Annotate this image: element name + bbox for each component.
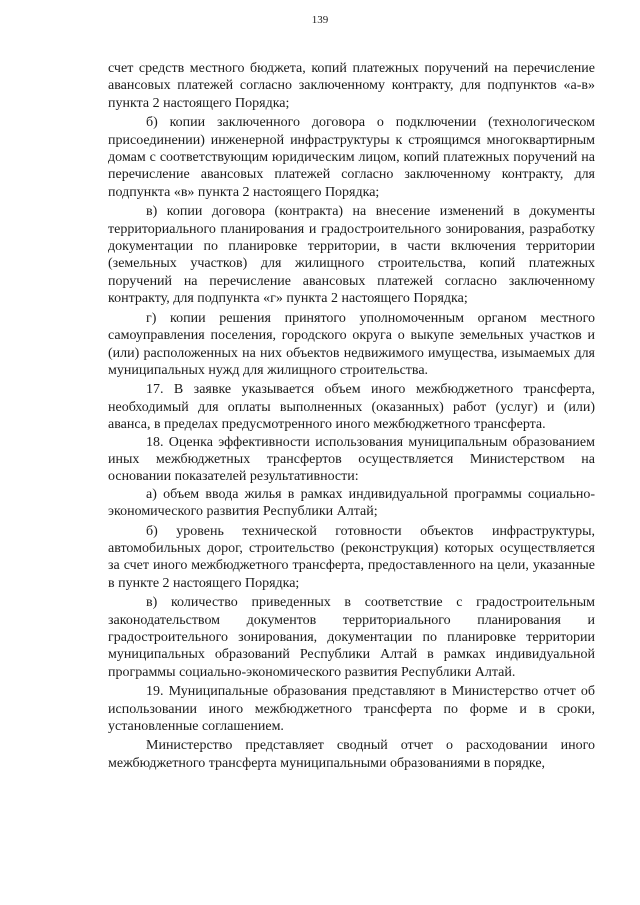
paragraph-ministry-report: Министерство представляет сводный отчет о расходовании иного межбюджетного трансферта муниципальными образованиями в порядке, — [108, 738, 595, 771]
paragraph-item-b-connection-contract: б) копии заключенного договора о подключении (технологическом присоединении) инженерной инфраструктуры к строящимся многоквартирным домам с соответствующим юридическим лицом, копий платежных поручений на перечисление авансовых платежей согласно заключенному контракту, для подпункта «в» пункта 2 настоящего Порядка; — [108, 115, 595, 200]
paragraph-continuation: счет средств местного бюджета, копий платежных поручений на перечисление авансовых платежей согласно заключенному контракту, для подпунктов «а-в» пункта 2 настоящего Порядка; — [108, 61, 595, 111]
paragraph-indicator-b: б) уровень технической готовности объектов инфраструктуры, автомобильных дорог, строительство (реконструкция) которых осуществляется за счет иного межбюджетного трансферта, предоставленного на цели, указанные в пункте 2 настоящего Порядка; — [108, 523, 595, 591]
document-text — [108, 60, 595, 772]
paragraph-item-g-buyout-decision: г) копии решения принятого уполномоченным органом местного самоуправления поселения, городского округа о выкупе земельных участков и (или) расположенных на них объектов недвижимого имущества, изымаемых для муниципальных нужд для жилищного строительства. — [108, 310, 595, 378]
paragraph-item-v-planning-contract: в) копии договора (контракта) на внесение изменений в документы территориального планирования и градостроительного зонирования, разработку документации по планировке территории, в части включения территории (земельных участков) для жилищного строительства, копий платежных поручений на перечисление авансовых платежей согласно заключенному контракту, для подпункта «г» пункта 2 настоящего Порядка; — [108, 204, 595, 307]
paragraph-clause-19: 19. Муниципальные образования представляют в Министерство отчет об использовании иного межбюджетного трансферта по форме и в сроки, установленные соглашением. — [108, 684, 595, 735]
page-number: 139 — [311, 14, 329, 26]
paragraph-clause-17: 17. В заявке указывается объем иного межбюджетного трансферта, необходимый для оплаты выполненных (оказанных) работ (услуг) и (или) аванса, в пределах предусмотренного иного межбюджетного трансферта. — [108, 382, 595, 433]
paragraph-indicator-a: а) объем ввода жилья в рамках индивидуальной программы социально-экономического развития Республики Алтай; — [108, 486, 595, 520]
paragraph-indicator-v: в) количество приведенных в соответствие с градостроительным законодательством документов территориального планирования и градостроительного зонирования, документации по планировке территории муниципальных образований Республики Алтай в рамках индивидуальной программы социально-экономического развития Республики Алтай. — [108, 595, 595, 680]
paragraph-clause-18: 18. Оценка эффективности использования муниципальным образованием иных межбюджетных трансфертов осуществляется Министерством на основании показателей результативности: — [108, 434, 595, 485]
